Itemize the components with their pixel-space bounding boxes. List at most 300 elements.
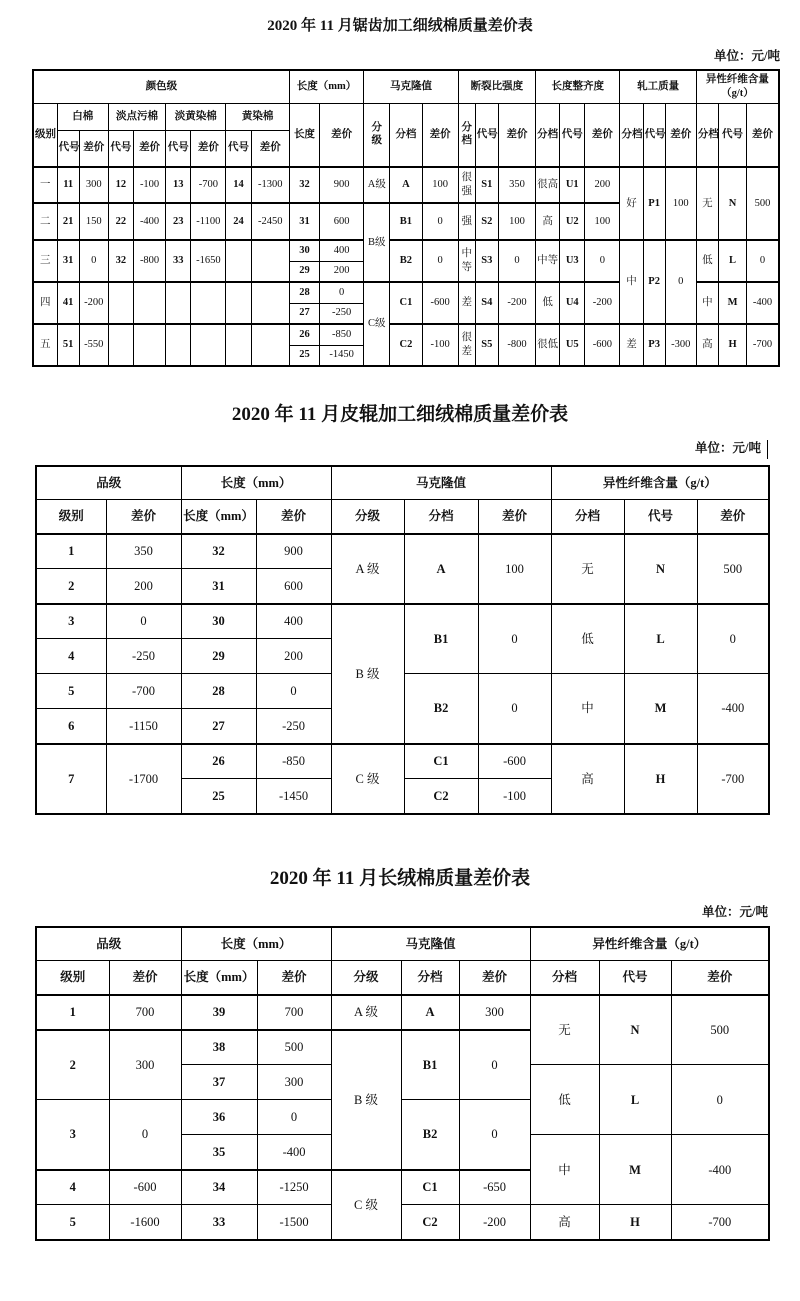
- table-cell: B1: [404, 604, 478, 674]
- table-cell: -250: [106, 639, 181, 674]
- table-cell: 33: [181, 1205, 257, 1240]
- header-row: [36, 500, 769, 534]
- header-cell: 代号: [560, 103, 585, 167]
- table-cell: -100: [422, 324, 458, 366]
- table-cell: A: [404, 534, 478, 604]
- table-cell: 很强: [458, 167, 475, 203]
- table-cell: C2: [404, 779, 478, 814]
- table-cell: 39: [181, 995, 257, 1030]
- header-cell: 长度（mm）: [181, 961, 257, 995]
- table-cell: [191, 324, 226, 366]
- table-cell: S3: [475, 240, 498, 282]
- header-cell: [458, 103, 475, 167]
- table-cell: U4: [560, 282, 585, 324]
- header-cell: 分档: [696, 103, 718, 167]
- table-cell: -600: [109, 1170, 181, 1205]
- table-cell: 0: [79, 240, 108, 282]
- table-cell: B2: [401, 1100, 459, 1170]
- table-cell: 100: [585, 203, 620, 240]
- header-row: [36, 961, 769, 995]
- table-cell: U3: [560, 240, 585, 282]
- table-cell: -850: [256, 744, 331, 779]
- unit-label: [35, 902, 768, 920]
- table-cell: B级: [364, 203, 390, 282]
- header-cell: 分级: [331, 500, 404, 534]
- table-cell: -1300: [251, 167, 289, 203]
- table-cell: 0: [106, 604, 181, 639]
- table-cell: 二: [33, 203, 57, 240]
- table-cell: 300: [459, 995, 530, 1030]
- table-cell: 100: [422, 167, 458, 203]
- table-cell: 低: [551, 604, 624, 674]
- table-cell: M: [624, 674, 697, 744]
- header-cell: 黄染棉: [226, 103, 289, 130]
- header-row: [36, 466, 769, 500]
- header-cell: 代号: [643, 103, 665, 167]
- table-cell: 31: [289, 203, 319, 240]
- table-row: [33, 324, 779, 345]
- table-cell: 四: [33, 282, 57, 324]
- table-cell: 高: [551, 744, 624, 814]
- table-cell: -400: [133, 203, 165, 240]
- table-cell: [191, 282, 226, 324]
- header-cell: 级别: [36, 961, 109, 995]
- table-cell: 13: [166, 167, 191, 203]
- table-cell: 高: [536, 203, 560, 240]
- table-cell: -1650: [191, 240, 226, 282]
- header-cell: 分档: [536, 103, 560, 167]
- header-row: [36, 927, 769, 961]
- table3-title: 2020 年 11 月长绒棉质量差价表: [269, 867, 531, 889]
- table-cell: -700: [671, 1205, 769, 1240]
- table-cell: A: [401, 995, 459, 1030]
- table-cell: 23: [166, 203, 191, 240]
- table-cell: P1: [643, 167, 665, 240]
- table-cell: -100: [133, 167, 165, 203]
- table-cell: 27: [289, 303, 319, 324]
- table-cell: 12: [108, 167, 133, 203]
- table-cell: S4: [475, 282, 498, 324]
- table-cell: A级: [364, 167, 390, 203]
- table-cell: 0: [459, 1100, 530, 1170]
- section-roller-ginned: [0, 399, 800, 815]
- header-cell: 差价: [671, 961, 769, 995]
- table-cell: -700: [191, 167, 226, 203]
- table-cell: C2: [390, 324, 422, 366]
- table-cell: S2: [475, 203, 498, 240]
- header-text: 分级: [371, 122, 383, 147]
- table-cell: 900: [256, 534, 331, 569]
- table-cell: 28: [289, 282, 319, 303]
- table-cell: 7: [36, 744, 106, 814]
- table-cell: -250: [256, 709, 331, 744]
- table-row: [36, 1205, 769, 1240]
- table-cell: S5: [475, 324, 498, 366]
- table-cell: 好: [620, 167, 643, 240]
- table-cell: 低: [536, 282, 560, 324]
- table-cell: L: [599, 1065, 671, 1135]
- table-cell: 0: [320, 282, 364, 303]
- header-cell: 长度（mm）: [181, 466, 331, 500]
- table-cell: 300: [109, 1030, 181, 1100]
- table-cell: B2: [390, 240, 422, 282]
- header-cell: 长度（mm）: [181, 500, 256, 534]
- table-cell: 34: [181, 1170, 257, 1205]
- table-cell: B 级: [331, 1030, 401, 1170]
- table-cell: A 级: [331, 995, 401, 1030]
- table-cell: N: [599, 995, 671, 1065]
- table-cell: 35: [181, 1135, 257, 1170]
- table-cell: [133, 324, 165, 366]
- table-cell: -2450: [251, 203, 289, 240]
- table-cell: 中等: [458, 240, 475, 282]
- table-cell: 三: [33, 240, 57, 282]
- table-cell: 5: [36, 674, 106, 709]
- unit-text: 单位：元/吨: [702, 904, 768, 919]
- table-cell: 一: [33, 167, 57, 203]
- header-row: [33, 70, 779, 103]
- table-cell: B1: [401, 1030, 459, 1100]
- table-cell: 21: [57, 203, 79, 240]
- table-cell: 200: [256, 639, 331, 674]
- header-line: （g/t）: [721, 87, 754, 99]
- table-cell: [108, 282, 133, 324]
- header-cell: 轧工质量: [620, 70, 696, 103]
- table-cell: 28: [181, 674, 256, 709]
- header-cell: 分级: [331, 961, 401, 995]
- saw-ginned-price-table: [32, 69, 780, 367]
- header-cell: 分档: [404, 500, 478, 534]
- table-cell: 200: [106, 569, 181, 604]
- table-cell: 0: [697, 604, 769, 674]
- table-cell: H: [599, 1205, 671, 1240]
- header-cell: 代号: [599, 961, 671, 995]
- table-cell: U1: [560, 167, 585, 203]
- table-cell: -200: [498, 282, 535, 324]
- header-cell: 差价: [747, 103, 779, 167]
- table-cell: 高: [696, 324, 718, 366]
- table-cell: 400: [256, 604, 331, 639]
- header-cell: 代号: [624, 500, 697, 534]
- table-cell: 200: [320, 261, 364, 282]
- table-cell: -400: [697, 674, 769, 744]
- table-cell: -650: [459, 1170, 530, 1205]
- header-cell: 差价: [257, 961, 331, 995]
- header-cell: 代号: [475, 103, 498, 167]
- header-cell: 差价: [422, 103, 458, 167]
- header-cell: 长度（mm）: [289, 70, 363, 103]
- header-cell: 差价: [109, 961, 181, 995]
- section-long-staple: [0, 863, 800, 1241]
- table-cell: 350: [498, 167, 535, 203]
- header-cell: 差价: [585, 103, 620, 167]
- header-cell: 差价: [106, 500, 181, 534]
- table-cell: C2: [401, 1205, 459, 1240]
- table-cell: 36: [181, 1100, 257, 1135]
- table-cell: [108, 324, 133, 366]
- header-cell: 差价: [256, 500, 331, 534]
- header-cell: 分档: [551, 500, 624, 534]
- table-cell: B2: [404, 674, 478, 744]
- table-cell: 500: [257, 1030, 331, 1065]
- table-cell: L: [718, 240, 746, 282]
- header-cell: 差价: [665, 103, 696, 167]
- header-cell: [696, 70, 779, 103]
- header-cell: 级别: [36, 500, 106, 534]
- table-cell: 1: [36, 534, 106, 569]
- table-cell: 0: [422, 203, 458, 240]
- table-cell: 30: [289, 240, 319, 261]
- header-cell: 代号: [226, 130, 251, 167]
- header-cell: 分档: [401, 961, 459, 995]
- table-cell: U2: [560, 203, 585, 240]
- table-cell: 0: [109, 1100, 181, 1170]
- table-cell: 差: [620, 324, 643, 366]
- table-cell: 0: [585, 240, 620, 282]
- table-cell: 27: [181, 709, 256, 744]
- table-cell: 11: [57, 167, 79, 203]
- table-cell: M: [599, 1135, 671, 1205]
- table-cell: 无: [696, 167, 718, 240]
- header-cell: 颜色级: [33, 70, 289, 103]
- table-cell: 500: [747, 167, 779, 240]
- table-cell: N: [718, 167, 746, 240]
- table-cell: 中等: [536, 240, 560, 282]
- document-page: [0, 14, 800, 1241]
- table-cell: 300: [79, 167, 108, 203]
- table-cell: 31: [57, 240, 79, 282]
- table-cell: -400: [747, 282, 779, 324]
- header-cell: 代号: [108, 130, 133, 167]
- header-cell: 差价: [478, 500, 551, 534]
- table-cell: [166, 324, 191, 366]
- table-cell: 32: [289, 167, 319, 203]
- table-cell: 0: [256, 674, 331, 709]
- table-cell: -700: [106, 674, 181, 709]
- table-row: [36, 604, 769, 639]
- table-cell: 29: [181, 639, 256, 674]
- table-cell: -250: [320, 303, 364, 324]
- table-cell: 38: [181, 1030, 257, 1065]
- table-cell: 25: [181, 779, 256, 814]
- table-cell: -200: [585, 282, 620, 324]
- header-text: 分档: [461, 122, 472, 147]
- table-cell: 29: [289, 261, 319, 282]
- header-cell: 差价: [251, 130, 289, 167]
- table-cell: C级: [364, 282, 390, 366]
- table-cell: -800: [133, 240, 165, 282]
- table-cell: 32: [181, 534, 256, 569]
- table-cell: 24: [226, 203, 251, 240]
- table-cell: -1100: [191, 203, 226, 240]
- table-cell: C1: [404, 744, 478, 779]
- table-cell: H: [718, 324, 746, 366]
- table-cell: 500: [697, 534, 769, 604]
- header-cell: 差价: [133, 130, 165, 167]
- header-cell: 差价: [191, 130, 226, 167]
- table-cell: 500: [671, 995, 769, 1065]
- header-cell: 长度整齐度: [536, 70, 620, 103]
- table-cell: 强: [458, 203, 475, 240]
- table-cell: 6: [36, 709, 106, 744]
- table-cell: 低: [696, 240, 718, 282]
- table-cell: 41: [57, 282, 79, 324]
- table-cell: 31: [181, 569, 256, 604]
- table-cell: S1: [475, 167, 498, 203]
- table-cell: U5: [560, 324, 585, 366]
- table-cell: 0: [422, 240, 458, 282]
- header-cell: 级别: [33, 103, 57, 167]
- unit-text: 单位：元/吨: [695, 441, 761, 455]
- table-cell: C1: [390, 282, 422, 324]
- unit-label: [32, 46, 780, 64]
- table-cell: 五: [33, 324, 57, 366]
- table-cell: [133, 282, 165, 324]
- table-cell: -1700: [106, 744, 181, 814]
- header-cell: 品级: [36, 927, 181, 961]
- table-cell: 700: [257, 995, 331, 1030]
- table-cell: L: [624, 604, 697, 674]
- table-cell: 中: [530, 1135, 599, 1205]
- table-cell: 0: [257, 1100, 331, 1135]
- header-cell: 马克隆值: [331, 466, 551, 500]
- table-cell: 4: [36, 639, 106, 674]
- table-cell: 26: [181, 744, 256, 779]
- table-cell: B1: [390, 203, 422, 240]
- table-cell: 无: [551, 534, 624, 604]
- header-cell: 品级: [36, 466, 181, 500]
- table-cell: 0: [478, 604, 551, 674]
- header-cell: 分档: [390, 103, 422, 167]
- header-row: [33, 103, 779, 130]
- roller-ginned-price-table: [35, 465, 770, 815]
- table-cell: 51: [57, 324, 79, 366]
- table-cell: 30: [181, 604, 256, 639]
- table-cell: -300: [665, 324, 696, 366]
- header-cell: 差价: [79, 130, 108, 167]
- table-cell: H: [624, 744, 697, 814]
- table-cell: 100: [665, 167, 696, 240]
- header-cell: 分档: [620, 103, 643, 167]
- header-cell: 淡黄染棉: [166, 103, 226, 130]
- table-cell: -600: [585, 324, 620, 366]
- table-cell: 37: [181, 1065, 257, 1100]
- table-cell: 很高: [536, 167, 560, 203]
- table-cell: 700: [109, 995, 181, 1030]
- table-cell: 中: [551, 674, 624, 744]
- header-cell: 马克隆值: [364, 70, 458, 103]
- table-cell: 差: [458, 282, 475, 324]
- table-cell: -1600: [109, 1205, 181, 1240]
- header-cell: 长度（mm）: [181, 927, 331, 961]
- table-cell: 2: [36, 1030, 109, 1100]
- header-line: 异性纤维含量: [705, 74, 769, 86]
- table-cell: C1: [401, 1170, 459, 1205]
- table-cell: 0: [747, 240, 779, 282]
- table-row: [36, 995, 769, 1030]
- table-row: [36, 534, 769, 569]
- table-cell: N: [624, 534, 697, 604]
- table-row: [33, 167, 779, 203]
- table-cell: -200: [459, 1205, 530, 1240]
- table-cell: 26: [289, 324, 319, 345]
- table-cell: [251, 282, 289, 324]
- table-cell: -400: [257, 1135, 331, 1170]
- table-cell: P3: [643, 324, 665, 366]
- section-saw-ginned: [0, 14, 800, 367]
- table2-title: 2020 年 11 月皮辊加工细绒棉质量差价表: [231, 404, 569, 425]
- header-cell: [364, 103, 390, 167]
- table-cell: 150: [79, 203, 108, 240]
- table-cell: -1450: [320, 345, 364, 366]
- header-cell: 异性纤维含量（g/t）: [530, 927, 769, 961]
- table-cell: 22: [108, 203, 133, 240]
- table-cell: [226, 282, 251, 324]
- table-cell: 350: [106, 534, 181, 569]
- table-cell: -1450: [256, 779, 331, 814]
- header-cell: 长度: [289, 103, 319, 167]
- header-cell: 异性纤维含量（g/t）: [551, 466, 769, 500]
- table-cell: -400: [671, 1135, 769, 1205]
- table-cell: 0: [478, 674, 551, 744]
- table-row: [33, 240, 779, 261]
- unit-label: [35, 438, 768, 459]
- long-staple-price-table: [35, 926, 770, 1241]
- table-cell: A 级: [331, 534, 404, 604]
- table-cell: -1150: [106, 709, 181, 744]
- table-cell: 高: [530, 1205, 599, 1240]
- table-cell: C 级: [331, 744, 404, 814]
- table-cell: -700: [697, 744, 769, 814]
- table-cell: -700: [747, 324, 779, 366]
- table-cell: 2: [36, 569, 106, 604]
- table-cell: -600: [422, 282, 458, 324]
- table-cell: 900: [320, 167, 364, 203]
- table-cell: 100: [478, 534, 551, 604]
- table-cell: [251, 324, 289, 366]
- table-cell: -100: [478, 779, 551, 814]
- table-cell: 无: [530, 995, 599, 1065]
- table-cell: 0: [671, 1065, 769, 1135]
- table-cell: 25: [289, 345, 319, 366]
- table-cell: -800: [498, 324, 535, 366]
- table-cell: 很低: [536, 324, 560, 366]
- table-row: [36, 744, 769, 779]
- header-cell: 代号: [166, 130, 191, 167]
- table-cell: C 级: [331, 1170, 401, 1240]
- table-cell: 3: [36, 1100, 109, 1170]
- header-cell: 差价: [459, 961, 530, 995]
- table-cell: 100: [498, 203, 535, 240]
- table-cell: 中: [620, 240, 643, 324]
- table-cell: 低: [530, 1065, 599, 1135]
- table-cell: 很差: [458, 324, 475, 366]
- table-cell: 1: [36, 995, 109, 1030]
- header-cell: 代号: [57, 130, 79, 167]
- table-cell: 600: [256, 569, 331, 604]
- table-cell: 600: [320, 203, 364, 240]
- table-cell: [226, 324, 251, 366]
- header-cell: 差价: [320, 103, 364, 167]
- header-cell: 白棉: [57, 103, 108, 130]
- table-cell: 0: [665, 240, 696, 324]
- header-cell: 代号: [718, 103, 746, 167]
- table-cell: [251, 240, 289, 282]
- table-cell: [166, 282, 191, 324]
- table1-title: 2020 年 11 月锯齿加工细绒棉质量差价表: [267, 18, 533, 34]
- cursor-mark: [767, 440, 768, 459]
- table-cell: 32: [108, 240, 133, 282]
